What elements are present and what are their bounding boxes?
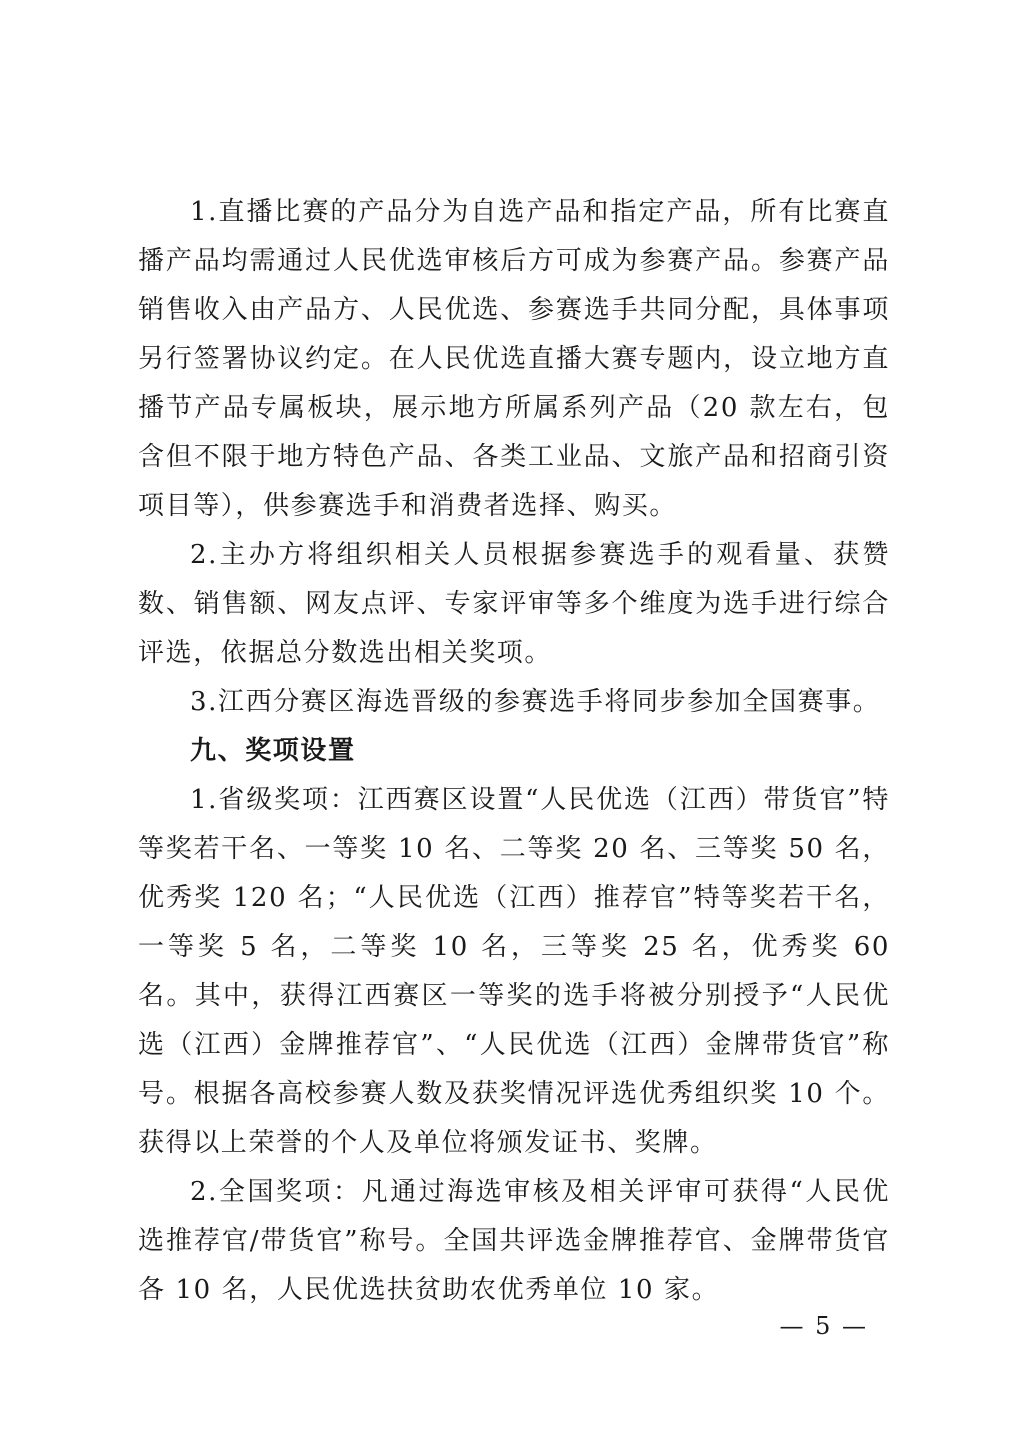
paragraph-product-rules: 1.直播比赛的产品分为自选产品和指定产品，所有比赛直播产品均需通过人民优选审核后方可成为参赛产品。参赛产品销售收入由产品方、人民优选、参赛选手共同分配，具体事项另行签署协议约定。在人民优选直播大赛专题内，设立地方直播节产品专属板块，展示地方所属系列产品（20 款左右，包含但不限于地方特色产品、各类工业品、文旅产品和招商引资项目等），供参赛选手和消费者选择、购买。 [138,197,890,521]
paragraph-evaluation: 2.主办方将组织相关人员根据参赛选手的观看量、获赞数、销售额、网友点评、专家评审等多个维度为选手进行综合评选，依据总分数选出相关奖项。 [138,540,890,668]
paragraph-national-awards: 2.全国奖项：凡通过海选审核及相关评审可获得“人民优选推荐官/带货官”称号。全国共评选金牌推荐官、金牌带货官各 10 名，人民优选扶贫助农优秀单位 10 家。 [138,1177,890,1305]
section-heading-awards: 九、奖项设置 [190,736,356,766]
document-body [138,188,890,1315]
paragraph-provincial-awards: 1.省级奖项：江西赛区设置“人民优选（江西）带货官”特等奖若干名、一等奖 10 名、二等奖 20 名、三等奖 50 名，优秀奖 120 名；“人民优选（江西）推荐官”特等奖若干名，一等奖 5 名，二等奖 10 名，三等奖 25 名，优秀奖 60 名。其中，获得江西赛区一等奖的选手将被分别授予“人民优选（江西）金牌推荐官”、“人民优选（江西）金牌带货官”称号。根据各高校参赛人数及获奖情况评选优秀组织奖 10 个。获得以上荣誉的个人及单位将颁发证书、奖牌。 [138,785,890,1158]
page-number: — 5 — [779,1312,868,1340]
paragraph-national-advance: 3.江西分赛区海选晋级的参赛选手将同步参加全国赛事。 [190,687,881,717]
